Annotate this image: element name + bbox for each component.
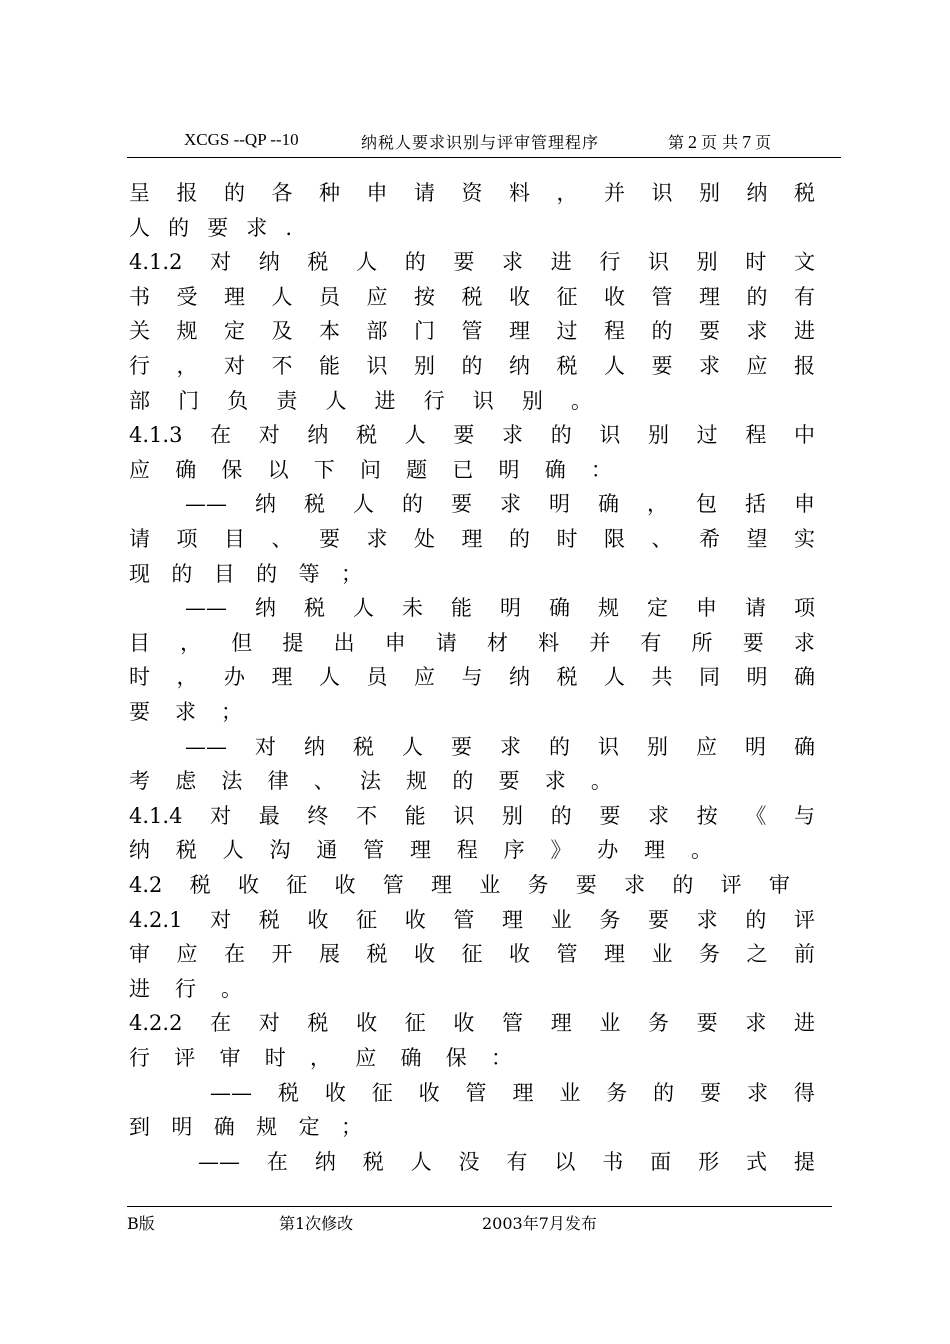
text-line: 4.2.2 在 对 税 收 征 收 管 理 业 务 要 求 进 bbox=[129, 1011, 815, 1036]
page-mid: 页 共 bbox=[701, 133, 739, 152]
text-line: 请 项 目 、 要 求 处 理 的 时 限 、 希 望 实 bbox=[129, 527, 815, 551]
text-line: 行 ， 对 不 能 识 别 的 纳 税 人 要 求 应 报 bbox=[129, 354, 815, 378]
revision-label: 第1次修改 bbox=[279, 1214, 354, 1233]
page-current: 2 bbox=[688, 132, 698, 152]
text-line: 行 评 审 时 ， 应 确 保 ： bbox=[129, 1046, 512, 1070]
text-line: 考 虑 法 律 、 法 规 的 要 求 。 bbox=[129, 769, 612, 794]
page-total: 7 bbox=[742, 132, 752, 152]
text-line: 现 的 目 的 等 ； bbox=[129, 561, 362, 586]
text-line: —— 对 纳 税 人 要 求 的 识 别 应 明 确 bbox=[185, 734, 815, 759]
text-line: 呈 报 的 各 种 申 请 资 料 ， 并 识 别 纳 税 bbox=[129, 181, 815, 205]
page-suffix: 页 bbox=[755, 133, 772, 152]
text-line: 关 规 定 及 本 部 门 管 理 过 程 的 要 求 进 bbox=[129, 319, 815, 344]
issue-date-label: 2003年7月发布 bbox=[482, 1214, 597, 1233]
text-line: 人 的 要 求 . bbox=[129, 215, 292, 240]
page-indicator bbox=[668, 130, 771, 153]
text-line: 部 门 负 责 人 进 行 识 别 。 bbox=[129, 388, 592, 413]
text-line: 应 确 保 以 下 问 题 已 明 确 ： bbox=[129, 457, 612, 482]
text-line: 4.1.2 对 纳 税 人 的 要 求 进 行 识 别 时 文 bbox=[129, 250, 815, 275]
text-line: 纳 税 人 沟 通 管 理 程 序 》 办 理 。 bbox=[129, 838, 712, 863]
text-line: 到 明 确 规 定 ； bbox=[129, 1115, 362, 1140]
header-rule bbox=[127, 157, 841, 158]
text-line: 4.1.3 在 对 纳 税 人 要 求 的 识 别 过 程 中 bbox=[129, 423, 815, 448]
text-line: —— 纳 税 人 的 要 求 明 确 ， 包 括 申 bbox=[185, 492, 815, 517]
text-line: 进 行 。 bbox=[129, 976, 242, 1001]
text-line: 审 应 在 开 展 税 收 征 收 管 理 业 务 之 前 bbox=[129, 942, 815, 967]
text-line: 4.1.4 对 最 终 不 能 识 别 的 要 求 按 《 与 bbox=[129, 803, 815, 828]
text-line: —— 在 纳 税 人 没 有 以 书 面 形 式 提 bbox=[198, 1149, 815, 1174]
text-line: —— 纳 税 人 未 能 明 确 规 定 申 请 项 bbox=[185, 596, 815, 621]
document-code: XCGS --QP --10 bbox=[184, 130, 299, 149]
footer-rule bbox=[127, 1206, 832, 1207]
text-line: 4.2.1 对 税 收 征 收 管 理 业 务 要 求 的 评 bbox=[129, 907, 815, 932]
version-label: B版 bbox=[127, 1214, 155, 1233]
text-line: 要 求 ； bbox=[129, 700, 242, 724]
text-line: 目 ， 但 提 出 申 请 材 料 并 有 所 要 求 bbox=[129, 630, 815, 655]
text-line: —— 税 收 征 收 管 理 业 务 的 要 求 得 bbox=[210, 1080, 815, 1105]
text-line: 4.2 税 收 征 收 管 理 业 务 要 求 的 评 审 bbox=[129, 873, 790, 897]
document-title: 纳税人要求识别与评审管理程序 bbox=[361, 133, 600, 152]
text-line: 书 受 理 人 员 应 按 税 收 征 收 管 理 的 有 bbox=[129, 284, 815, 309]
text-line: 时 ， 办 理 人 员 应 与 纳 税 人 共 同 明 确 bbox=[129, 665, 815, 690]
page-prefix: 第 bbox=[668, 133, 685, 152]
